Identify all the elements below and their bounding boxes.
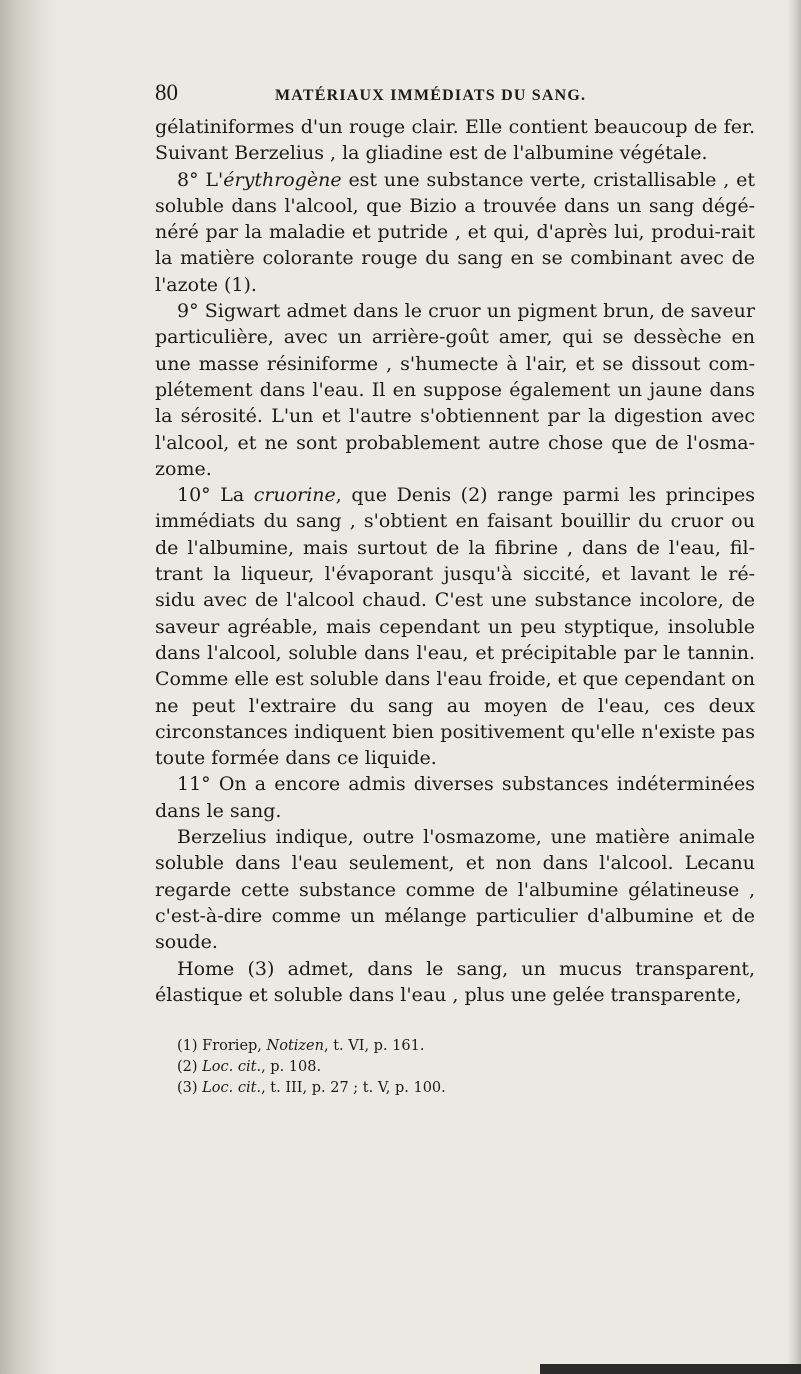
footnote-text: , t. VI, p. 161. bbox=[323, 1038, 425, 1055]
paragraph-text: gélatiniformes d'un rouge clair. Elle contient beaucoup de fer. Suivant Berzelius , la gliadine est de l'albumine végétale. bbox=[155, 116, 755, 165]
paragraph bbox=[155, 114, 755, 167]
page-header bbox=[155, 80, 755, 114]
footnote-mark: (2) bbox=[177, 1059, 203, 1076]
footnote-title: Loc. cit. bbox=[202, 1059, 262, 1076]
emphasized-term: érythrogène bbox=[223, 168, 342, 191]
paragraph bbox=[155, 824, 755, 955]
paragraph-number: 10° bbox=[177, 484, 221, 507]
footnote-mark: (1) bbox=[177, 1038, 203, 1055]
paragraph-text: On a encore admis diverses substances indéterminées dans le sang. bbox=[155, 773, 755, 822]
footnote-text: , p. 108. bbox=[261, 1059, 322, 1076]
footnotes bbox=[155, 1036, 755, 1099]
paragraph-text: Sigwart admet dans le cruor un pigment brun, de saveur particulière, avec un arrière-goût amer, qui se dessèche en une masse résiniforme , s'humecte à l'air, et se dissout com-plétement dans l'eau. Il en suppose également un jaune dans la sérosité. L'un et l'autre s'obtiennent par la digestion avec l'alcool, et ne sont probablement autre chose que de l'osma-zome. bbox=[155, 300, 755, 480]
footnote-text: , t. III, p. 27 ; t. V, p. 100. bbox=[261, 1080, 446, 1097]
paragraph bbox=[155, 298, 755, 482]
footnote bbox=[155, 1078, 755, 1099]
paragraph-text: Home (3) admet, dans le sang, un mucus transparent, élastique et soluble dans l'eau , plus une gelée transparente, bbox=[155, 957, 755, 1006]
footnote bbox=[155, 1057, 755, 1078]
page-edge-shadow bbox=[787, 0, 801, 1374]
paragraph-number: 11° bbox=[177, 773, 219, 796]
page-number: 80 bbox=[155, 80, 178, 105]
paragraph-lead: L' bbox=[205, 168, 224, 191]
paragraph-number: 9° bbox=[177, 300, 205, 323]
footnote-title: Loc. cit. bbox=[202, 1080, 262, 1097]
paragraph bbox=[155, 482, 755, 771]
paragraph-text: , que Denis (2) range parmi les principes immédiats du sang , s'obtient en faisant bouillir du cruor ou de l'albumine, mais surtout de la fibrine , dans de l'eau, fil-trant la liqueur, l'évaporant jusqu'à siccité, et lavant le ré-sidu avec de l'alcool chaud. C'est une substance incolore, de saveur agréable, mais cependant un peu styptique, insoluble dans l'alcool, soluble dans l'eau, et précipitable par le tannin. Comme elle est soluble dans l'eau froide, et que cependant on ne peut l'extraire du sang au moyen de l'eau, ces deux circonstances indiquent bien positivement qu'elle n'existe pas toute formée dans ce liquide. bbox=[155, 484, 756, 770]
paragraph-number: 8° bbox=[177, 168, 206, 191]
paragraph-text: est une substance verte, cristallisable , et soluble dans l'alcool, que Bizio a trouvée dans un sang dégé-néré par la maladie et putride , et qui, d'après lui, produi-rait la matière colorante rouge du sang en se combinant avec de l'azote (1). bbox=[155, 168, 755, 296]
emphasized-term: cruorine bbox=[253, 484, 336, 507]
footnote bbox=[155, 1036, 755, 1057]
footnote-lead: Froriep, bbox=[202, 1038, 267, 1055]
paragraph bbox=[155, 771, 755, 824]
page-binding-shadow bbox=[0, 0, 58, 1374]
paragraph bbox=[155, 956, 755, 1009]
footnote-mark: (3) bbox=[177, 1080, 203, 1097]
body-text bbox=[155, 114, 755, 1008]
running-title: MATÉRIAUX IMMÉDIATS DU SANG. bbox=[275, 87, 587, 104]
page-bottom-edge bbox=[540, 1364, 801, 1374]
paragraph-text: Berzelius indique, outre l'osmazome, une matière animale soluble dans l'eau seulement, et non dans l'alcool. Lecanu regarde cette substance comme de l'albumine gélatineuse , c'est-à-dire comme un mélange particulier d'albumine et de soude. bbox=[155, 826, 755, 954]
footnote-title: Notizen bbox=[266, 1038, 324, 1055]
book-page bbox=[155, 80, 755, 1099]
paragraph-lead: La bbox=[220, 484, 254, 507]
paragraph bbox=[155, 167, 755, 298]
